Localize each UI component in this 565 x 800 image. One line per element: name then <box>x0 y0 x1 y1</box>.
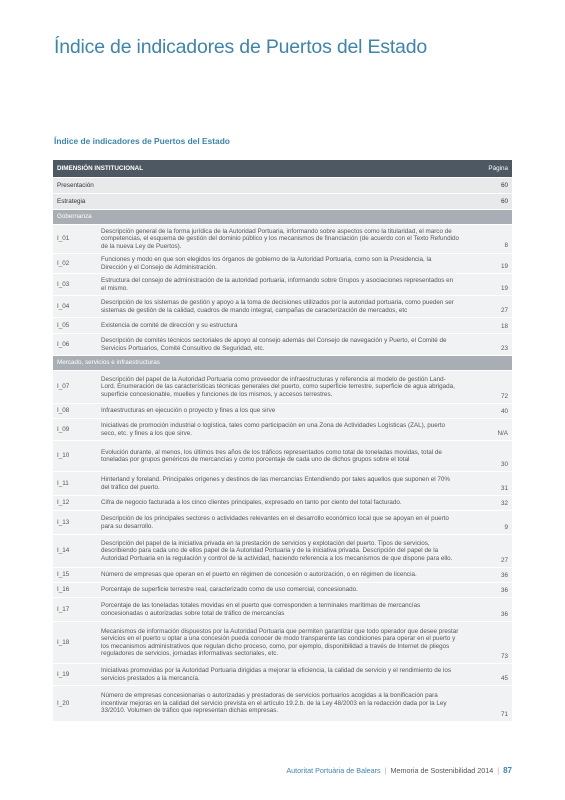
indicator-id: I_02 <box>53 254 97 274</box>
indicator-page: 9 <box>463 511 512 535</box>
row-page: 60 <box>463 194 512 210</box>
indicator-id: I_03 <box>53 274 97 296</box>
section-label: Gobernanza <box>53 210 512 225</box>
footer-organization: Autoritat Portuària de Balears <box>286 766 381 775</box>
indicator-page: N/A <box>463 419 512 441</box>
indicator-id: I_12 <box>53 496 97 511</box>
indicator-description: Porcentaje de superficie terrestre real, caracterizado como de uso comercial, concesionado. <box>97 583 463 598</box>
indicator-page: 31 <box>463 472 512 496</box>
section-header-row <box>53 356 512 371</box>
indicator-id: I_20 <box>53 686 97 722</box>
indicator-description: Infraestructuras en ejecución o proyecto y fines a los que sirve <box>97 404 463 419</box>
indicator-row <box>53 535 512 568</box>
indicator-description: Descripción del papel de la iniciativa privada en la prestación de servicios y explotación del puerto. Tipos de servicios, describiendo para cada uno de ellos papel de la Autoridad Portuaria y de la iniciativa privada. Descripción del papel de la Autoridad Portuaria en la regulación y control de la actividad, haciendo referencia a los mecanismos de que dispone para ello. <box>97 535 463 568</box>
page-title: Índice de indicadores de Puertos del Estado <box>54 36 427 58</box>
indicator-description: Descripción de los sistemas de gestión y apoyo a la toma de decisiones utilizados por la autoridad portuaria, como pueden ser sistemas de gestión de la calidad, cuadros de mando integral, campañas de caracterización de mercados, etc <box>97 296 463 318</box>
row-page: 60 <box>463 178 512 194</box>
indicator-id: I_13 <box>53 511 97 535</box>
indicator-row <box>53 274 512 296</box>
indicator-id: I_08 <box>53 404 97 419</box>
indicator-page: 27 <box>463 535 512 568</box>
indicator-description: Hinterland y foreland. Principales orígenes y destinos de las mercancías Entendiendo por tales aquellos que suponen el 70% del tráfico del puerto. <box>97 472 463 496</box>
section-label: Mercado, servicios e infraestructuras <box>53 356 512 371</box>
indicator-description: Número de empresas que operan en el puerto en régimen de concesión o autorización, o en régimen de licencia. <box>97 568 463 583</box>
indicator-description: Funciones y modo en que son elegidos los órganos de gobierno de la Autoridad Portuaria, como son la Presidencia, la Dirección y el Consejo de Administración. <box>97 254 463 274</box>
indicator-description: Iniciativas promovidas por la Autoridad Portuaria dirigidas a mejorar la eficiencia, la calidad de servicio y el rendimiento de los servicios prestados a la mercancía. <box>97 664 463 686</box>
indicator-page: 36 <box>463 568 512 583</box>
page-footer <box>0 766 512 775</box>
footer-page-number: 87 <box>503 766 512 775</box>
indicator-row <box>53 622 512 664</box>
indicator-row <box>53 419 512 441</box>
indicator-id: I_06 <box>53 334 97 356</box>
indicator-description: Existencia de comité de dirección y su estructura <box>97 318 463 334</box>
indicator-row <box>53 496 512 511</box>
indicator-row <box>53 296 512 318</box>
indicator-description: Iniciativas de promoción industrial o logística, tales como participación en una Zona de Actividades Logísticas (ZAL), puerto seco, etc. y fines a los que sirve. <box>97 419 463 441</box>
indicator-id: I_10 <box>53 441 97 472</box>
indicator-page: 73 <box>463 622 512 664</box>
indicator-row <box>53 254 512 274</box>
indicator-page: 72 <box>463 371 512 404</box>
indicator-row <box>53 686 512 722</box>
indicator-page: 71 <box>463 686 512 722</box>
indicator-id: I_19 <box>53 664 97 686</box>
indicator-id: I_04 <box>53 296 97 318</box>
indicator-description: Mecanismos de información dispuestos por la Autoridad Portuaria que permiten garantizar que todo operador que desee prestar servicios en el puerto u optar a una concesión pueda conocer de modo transparente las condiciones para operar en el puerto y los mecanismos administrativos que regulan dicho proceso, como, por ejemplo, disponibilidad a través de Internet de pliegos reguladores de servicios, jornadas informativas sectoriales, etc. <box>97 622 463 664</box>
indicators-table-body <box>53 160 512 722</box>
indicator-id: I_15 <box>53 568 97 583</box>
indicator-description: Número de empresas concesionarias o autorizadas y prestadoras de servicios portuarios acogidas a la bonificación para incentivar mejoras en la calidad del servicio prevista en el artículo 19.2.b. de la Ley 48/2003 en la redacción dada por la Ley 33/2010. Volumen de tráfico que representan dichas empresas. <box>97 686 463 722</box>
indicator-id: I_09 <box>53 419 97 441</box>
row-label: Presentación <box>53 178 463 194</box>
indicator-page: 23 <box>463 334 512 356</box>
indicator-page: 19 <box>463 254 512 274</box>
indicator-row <box>53 568 512 583</box>
footer-separator: | <box>497 766 500 775</box>
indicator-row <box>53 441 512 472</box>
indicator-row <box>53 371 512 404</box>
indicator-page: 27 <box>463 296 512 318</box>
indicator-id: I_17 <box>53 598 97 622</box>
section-header-row <box>53 210 512 225</box>
indicator-description: Cifra de negocio facturada a los cinco clientes principales, expresado en tanto por ciento del total facturado. <box>97 496 463 511</box>
indicator-description: Porcentaje de las toneladas totales movidas en el puerto que corresponden a terminales marítimas de mercancías concesionadas o autorizadas sobre total de tráfico de mercancías <box>97 598 463 622</box>
indicator-page: 45 <box>463 664 512 686</box>
row-label: Estrategia <box>53 194 463 210</box>
indicator-page: 40 <box>463 404 512 419</box>
indicator-row <box>53 404 512 419</box>
table-title: Índice de indicadores de Puertos del Estado <box>54 136 230 146</box>
indicator-id: I_01 <box>53 225 97 254</box>
indicator-page: 32 <box>463 496 512 511</box>
indicator-row <box>53 598 512 622</box>
indicator-row <box>53 334 512 356</box>
page-column-header: Página <box>463 160 512 178</box>
indicator-id: I_16 <box>53 583 97 598</box>
indicator-row <box>53 664 512 686</box>
simple-row <box>53 194 512 210</box>
indicator-description: Estructura del consejo de administración de la autoridad portuaria, informando sobre Grupos y asociaciones representados en el mismo. <box>97 274 463 296</box>
indicator-id: I_07 <box>53 371 97 404</box>
indicator-description: Descripción de los principales sectores o actividades relevantes en el desarrollo económico local que se apoyan en el puerto para su desarrollo. <box>97 511 463 535</box>
indicator-page: 19 <box>463 274 512 296</box>
simple-row <box>53 178 512 194</box>
indicator-description: Evolución durante, al menos, los últimos tres años de los tráficos representados como total de toneladas movidas, total de toneladas por grupos genéricos de mercancías y como porcentaje de cada uno de dichos grupos sobre el total <box>97 441 463 472</box>
footer-separator: | <box>384 766 387 775</box>
indicator-description: Descripción general de la forma jurídica de la Autoridad Portuaria, informando sobre aspectos como la titularidad, el marco de competencias, el esquema de gestión del dominio público y los mecanismos de financiación (de acuerdo con el Texto Refundido de la nueva Ley de Puertos). <box>97 225 463 254</box>
indicator-id: I_18 <box>53 622 97 664</box>
indicator-row <box>53 511 512 535</box>
indicator-description: Descripción del papel de la Autoridad Portuaria como proveedor de infraestructuras y referencia al modelo de gestión Land-Lord. Enumeración de las características técnicas generales del puerto, como superficie terrestre, superficie de agua abrigada, superficie concesionable, muelles y funciones de los mismos, y accesos terrestres. <box>97 371 463 404</box>
footer-report-title: Memoria de Sostenibilidad 2014 <box>390 766 494 775</box>
indicator-row <box>53 225 512 254</box>
table-header-row <box>53 160 512 178</box>
indicator-description: Descripción de comités técnicos sectoriales de apoyo al consejo además del Consejo de navegación y Puerto, el Comité de Servicios Portuarios, Comité Consultivo de Seguridad, etc. <box>97 334 463 356</box>
indicator-page: 36 <box>463 598 512 622</box>
indicator-page: 30 <box>463 441 512 472</box>
indicator-page: 36 <box>463 583 512 598</box>
indicator-row <box>53 583 512 598</box>
indicator-id: I_14 <box>53 535 97 568</box>
indicators-table <box>53 160 512 722</box>
indicator-row <box>53 318 512 334</box>
indicator-page: 18 <box>463 318 512 334</box>
dimension-header: DIMENSIÓN INSTITUCIONAL <box>53 160 463 178</box>
indicator-id: I_11 <box>53 472 97 496</box>
indicator-row <box>53 472 512 496</box>
indicator-page: 8 <box>463 225 512 254</box>
indicator-id: I_05 <box>53 318 97 334</box>
